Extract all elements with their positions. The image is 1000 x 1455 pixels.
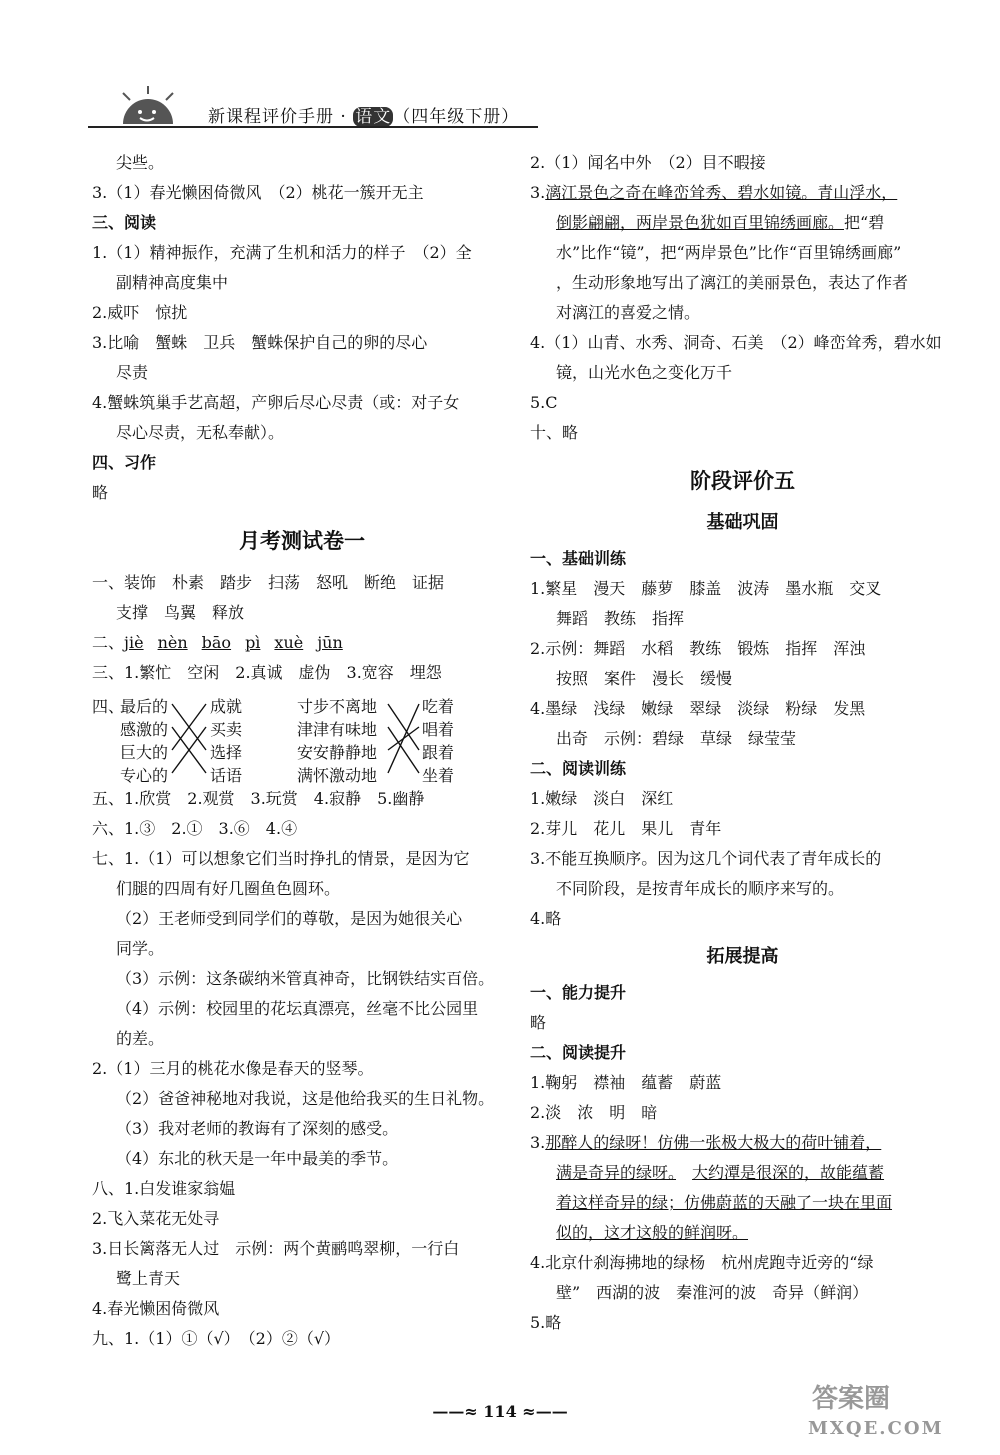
answer-line: （4）示例：校园里的花坛真漂亮，丝毫不比公园里	[116, 999, 479, 1018]
section-heading: 三、阅读	[92, 213, 157, 232]
answer-line: 4.略	[530, 909, 562, 928]
answer-line: 2.威吓 惊扰	[92, 303, 188, 322]
answer-line: 五、1.欣赏 2.观赏 3.玩赏 4.寂静 5.幽静	[92, 789, 425, 808]
matching-exercise	[92, 688, 512, 784]
answer-line: 同学。	[116, 939, 165, 958]
answer-line: 水”比作“镜”，把“两岸景色”比作“百里锦绣画廊”	[556, 243, 902, 262]
answer-line: 着这样奇异的绿；仿佛蔚蓝的天融了一块在里面	[556, 1193, 893, 1212]
match-item: 巨大的	[120, 743, 169, 762]
match-item: 跟着	[422, 743, 455, 762]
answer-line: 八、1.白发谁家翁媪	[92, 1179, 236, 1198]
smiling-sun-icon	[118, 86, 178, 126]
pinyin-item: nèn	[157, 633, 188, 652]
answer-line: 九、1.（1）①（√） （2）②（√）	[92, 1329, 341, 1348]
matching-label: 四、	[92, 697, 125, 716]
answer-line: 4.墨绿 浅绿 嫩绿 翠绿 淡绿 粉绿 发黑	[530, 699, 866, 718]
ornament-right-icon: ≈——	[522, 1402, 568, 1421]
match-item: 唱着	[422, 720, 455, 739]
answer-line: 三、1.繁忙 空闲 2.真诚 虚伪 3.宽容 埋怨	[92, 663, 442, 682]
page-number-text: 114	[483, 1402, 517, 1421]
answer-line: 六、1.③ 2.① 3.⑥ 4.④	[92, 819, 298, 838]
pinyin-item: xuè	[274, 633, 304, 652]
answer-line: 3.（1）春光懒困倚微风 （2）桃花一簇开无主	[92, 183, 424, 202]
answer-line: 一、装饰 朴素 踏步 扫荡 怒吼 断绝 证据	[92, 573, 445, 592]
answer-line: （2）爸爸神秘地对我说，这是他给我买的生日礼物。	[116, 1089, 495, 1108]
match-item: 满怀激动地	[297, 766, 378, 785]
answer-line: 按照 案件 漫长 缓慢	[556, 669, 733, 688]
answer-line: 2.示例：舞蹈 水稻 教练 锻炼 指挥 浑浊	[530, 639, 866, 658]
answer-line: 满是奇异的绿呀。 大约潭是很深的，故能蕴蓄	[556, 1163, 885, 1182]
subsection-heading: 基础巩固	[706, 512, 779, 533]
answer-line: 十、略	[530, 423, 579, 442]
answer-line: 略	[530, 1013, 547, 1032]
answer-line: 副精神高度集中	[116, 273, 229, 292]
answer-line: 2.（1）闻名中外 （2）目不暇接	[530, 153, 766, 172]
answer-line: ，生动形象地写出了漓江的美丽景色，表达了作者	[556, 273, 909, 292]
answer-line: 们腿的四周有好几圈鱼色圆环。	[116, 879, 341, 898]
answer-line: 3.那醉人的绿呀！仿佛一张极大极大的荷叶铺着，	[530, 1133, 882, 1152]
answer-line: 尽责	[116, 363, 149, 382]
answer-line: 七、1.（1）可以想象它们当时挣扎的情景，是因为它	[92, 849, 470, 868]
section-heading: 一、基础训练	[530, 549, 627, 568]
answer-line: 似的，这才这般的鲜润呀。	[556, 1223, 749, 1242]
pinyin-answers	[92, 628, 512, 658]
answer-line: 的差。	[116, 1029, 165, 1048]
answer-line: 尽心尽责，无私奉献）。	[116, 423, 285, 442]
pinyin-item: jiè	[124, 633, 144, 652]
subsection-heading: 拓展提高	[706, 946, 779, 967]
page-header	[88, 68, 538, 130]
answer-line: 4.春光懒困倚微风	[92, 1299, 220, 1318]
answer-line: 不同阶段，是按青年成长的顺序来写的。	[556, 879, 845, 898]
match-item: 安安静静地	[297, 743, 378, 762]
answer-line: （3）示例：这条碳纳米管真神奇，比钢铁结实百倍。	[116, 969, 495, 988]
answer-line: 3.比喻 蟹蛛 卫兵 蟹蛛保护自己的卵的尽心	[92, 333, 428, 352]
exam-heading: 月考测试卷一	[239, 528, 365, 553]
answer-line: （2）王老师受到同学们的尊敬，是因为她很关心	[116, 909, 463, 928]
pinyin-item: bāo	[201, 633, 232, 652]
answer-line: 5.C	[530, 393, 558, 412]
stage-heading: 阶段评价五	[690, 468, 795, 493]
answer-line: 1.鞠躬 襟袖 蕴蓄 蔚蓝	[530, 1073, 722, 1092]
answer-line: 镜，山光水色之变化万千	[556, 363, 733, 382]
section-heading: 二、阅读训练	[530, 759, 627, 778]
answer-line: 4.北京什刹海拂地的绿杨 杭州虎跑寺近旁的“绿	[530, 1253, 874, 1272]
answer-line: 1.（1）精神振作，充满了生机和活力的样子 （2）全	[92, 243, 472, 262]
answer-line: 2.（1）三月的桃花水像是春天的竖琴。	[92, 1059, 374, 1078]
answer-line: 鹭上青天	[116, 1269, 181, 1288]
answer-line: 4.（1）山青、水秀、洞奇、石美 （2）峰峦耸秀，碧水如	[530, 333, 942, 352]
pinyin-label: 二、	[92, 633, 125, 652]
answer-line: 倒影翩翩，两岸景色犹如百里锦绣画廊。把“碧	[556, 213, 885, 232]
answer-line: 2.芽儿 花儿 果儿 青年	[530, 819, 722, 838]
answer-line: 尖些。	[116, 153, 165, 172]
answer-line: 2.飞入菜花无处寻	[92, 1209, 220, 1228]
pinyin-item: pì	[245, 633, 261, 652]
answer-line: 舞蹈 教练 指挥	[556, 609, 685, 628]
ornament-left-icon: ——≈	[432, 1402, 478, 1421]
left-column	[92, 148, 512, 1354]
answer-line: 1.嫩绿 淡白 深红	[530, 789, 674, 808]
match-item: 成就	[210, 697, 243, 716]
answer-line: 壁” 西湖的波 秦淮河的波 奇异（鲜润）	[556, 1283, 869, 1302]
right-column	[530, 148, 955, 1338]
matching-lines	[92, 688, 512, 784]
match-item: 坐着	[422, 766, 455, 785]
watermark-logo: 答案圈	[812, 1384, 891, 1414]
section-heading: 一、能力提升	[530, 983, 627, 1002]
header-rule	[88, 126, 538, 128]
pinyin-item: jūn	[317, 633, 343, 652]
answer-line: 3.漓江景色之奇在峰峦耸秀、碧水如镜。青山浮水，	[530, 183, 898, 202]
section-heading: 四、习作	[92, 453, 157, 472]
watermark-url: MXQE.COM	[808, 1418, 944, 1439]
match-item: 吃着	[422, 697, 455, 716]
match-item: 寸步不离地	[297, 697, 378, 716]
section-heading: 二、阅读提升	[530, 1043, 627, 1062]
answer-line: 1.繁星 漫天 藤萝 膝盖 波涛 墨水瓶 交叉	[530, 579, 882, 598]
match-item: 话语	[210, 766, 243, 785]
match-item: 最后的	[120, 697, 169, 716]
match-item: 选择	[210, 743, 243, 762]
match-item: 买卖	[210, 720, 243, 739]
answer-line: （3）我对老师的教诲有了深刻的感受。	[116, 1119, 399, 1138]
answer-line: （4）东北的秋天是一年中最美的季节。	[116, 1149, 399, 1168]
answer-line: 4.蟹蛛筑巢手艺高超，产卵后尽心尽责（或：对子女	[92, 393, 460, 412]
answer-line: 5.略	[530, 1313, 562, 1332]
match-item: 感激的	[120, 720, 169, 739]
answer-line: 3.不能互换顺序。因为这几个词代表了青年成长的	[530, 849, 882, 868]
answer-line: 3.日长篱落无人过 示例：两个黄鹂鸣翠柳，一行白	[92, 1239, 460, 1258]
match-item: 专心的	[120, 766, 169, 785]
answer-line: 出奇 示例：碧绿 草绿 绿莹莹	[556, 729, 797, 748]
header-title: 新课程评价手册 · 语文 （四年级下册）	[208, 107, 520, 127]
answer-line: 对漓江的喜爱之情。	[556, 303, 701, 322]
answer-line: 2.淡 浓 明 暗	[530, 1103, 658, 1122]
answer-line: 略	[92, 483, 109, 502]
answer-line: 支撑 鸟翼 释放	[116, 603, 245, 622]
match-item: 津津有味地	[297, 720, 378, 739]
